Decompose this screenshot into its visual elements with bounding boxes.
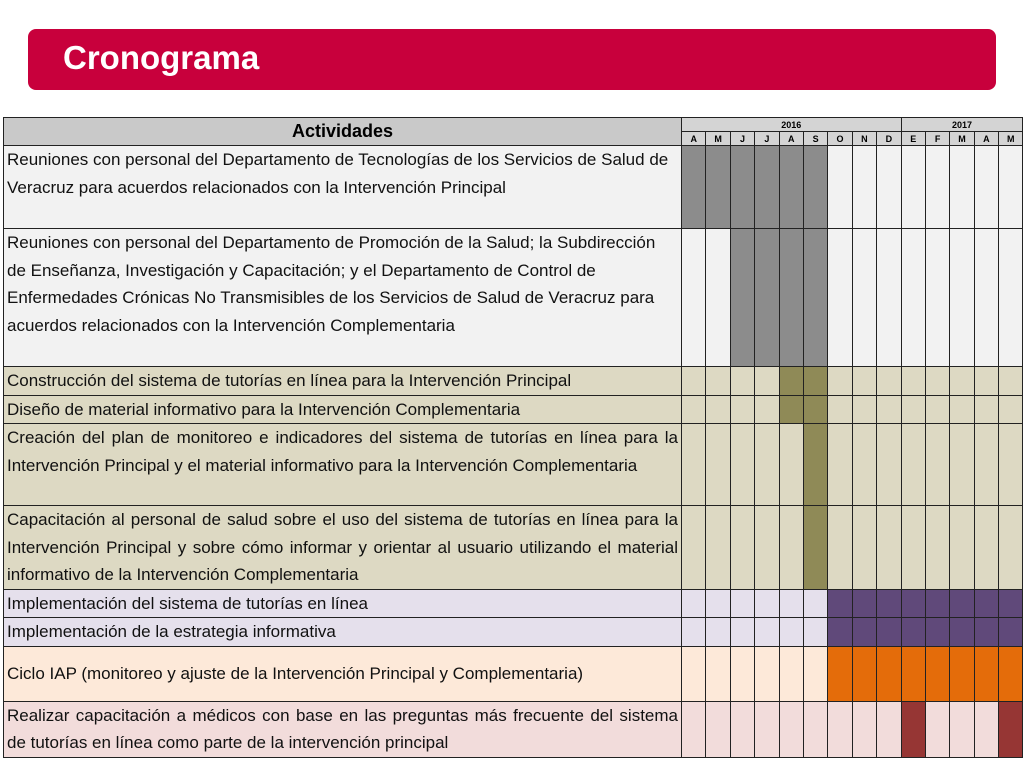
year-header: 2016 <box>682 118 902 132</box>
gantt-cell-active <box>950 646 974 701</box>
gantt-cell <box>852 701 876 757</box>
gantt-cell <box>901 146 925 229</box>
month-header: J <box>755 132 779 146</box>
month-header: S <box>803 132 827 146</box>
gantt-cell <box>828 701 852 757</box>
gantt-cell <box>682 618 706 647</box>
gantt-cell <box>730 646 754 701</box>
gantt-cell-active <box>779 229 803 367</box>
gantt-cell <box>852 146 876 229</box>
gantt-cell <box>901 395 925 424</box>
gantt-cell <box>852 506 876 590</box>
gantt-cell <box>730 618 754 647</box>
gantt-cell <box>999 146 1023 229</box>
gantt-cell <box>706 424 730 506</box>
gantt-cell <box>803 701 827 757</box>
gantt-cell <box>730 367 754 396</box>
activity-label: Construcción del sistema de tutorías en línea para la Intervención Principal <box>4 367 682 396</box>
gantt-cell <box>974 229 998 367</box>
gantt-cell <box>901 367 925 396</box>
gantt-cell <box>974 367 998 396</box>
activity-row <box>4 646 1023 701</box>
gantt-cell <box>925 701 949 757</box>
month-header: M <box>706 132 730 146</box>
gantt-cell <box>755 701 779 757</box>
gantt-cell <box>901 506 925 590</box>
gantt-cell <box>779 646 803 701</box>
page-title: Cronograma <box>63 39 260 76</box>
activity-row <box>4 146 1023 229</box>
gantt-cell-active <box>925 646 949 701</box>
title-banner <box>28 29 996 90</box>
gantt-cell-active <box>901 589 925 618</box>
activity-label: Reuniones con personal del Departamento de Promoción de la Salud; la Subdirección de Enseñanza, Investigación y Capacitación; y el Departamento de Control de Enfermedades Crónicas No Transmisibles de los Servicios de Salud de Veracruz para acuerdos relacionados con la Intervención Complementaria <box>4 229 682 367</box>
gantt-cell <box>925 229 949 367</box>
activity-label: Implementación de la estrategia informativa <box>4 618 682 647</box>
gantt-cell <box>682 424 706 506</box>
month-header: J <box>730 132 754 146</box>
activity-row <box>4 424 1023 506</box>
gantt-cell <box>925 395 949 424</box>
gantt-cell-active <box>852 646 876 701</box>
gantt-cell <box>682 589 706 618</box>
gantt-cell <box>803 618 827 647</box>
activity-row <box>4 395 1023 424</box>
gantt-cell <box>828 506 852 590</box>
gantt-cell <box>779 701 803 757</box>
activity-row <box>4 506 1023 590</box>
gantt-cell <box>730 589 754 618</box>
gantt-cell <box>730 701 754 757</box>
gantt-cell-active <box>877 618 901 647</box>
gantt-cell <box>706 646 730 701</box>
gantt-cell-active <box>803 146 827 229</box>
gantt-cell <box>950 229 974 367</box>
gantt-cell-active <box>901 618 925 647</box>
gantt-cell-active <box>755 229 779 367</box>
gantt-cell <box>779 424 803 506</box>
gantt-cell-active <box>803 229 827 367</box>
gantt-cell <box>925 506 949 590</box>
activity-row <box>4 229 1023 367</box>
gantt-cell <box>925 424 949 506</box>
month-header: D <box>877 132 901 146</box>
gantt-cell-active <box>999 701 1023 757</box>
gantt-cell <box>852 424 876 506</box>
gantt-cell <box>755 367 779 396</box>
gantt-cell <box>877 367 901 396</box>
year-header: 2017 <box>901 118 1023 132</box>
gantt-cell-active <box>828 646 852 701</box>
gantt-cell-active <box>901 646 925 701</box>
gantt-cell <box>974 701 998 757</box>
gantt-cell <box>779 506 803 590</box>
gantt-cell-active <box>950 618 974 647</box>
gantt-cell <box>828 229 852 367</box>
month-header: F <box>925 132 949 146</box>
gantt-cell <box>828 146 852 229</box>
gantt-cell <box>706 229 730 367</box>
gantt-cell <box>950 395 974 424</box>
gantt-cell <box>779 589 803 618</box>
gantt-cell-active <box>779 367 803 396</box>
gantt-cell <box>828 395 852 424</box>
month-header: O <box>828 132 852 146</box>
month-header: A <box>682 132 706 146</box>
gantt-cell <box>974 424 998 506</box>
month-header: M <box>950 132 974 146</box>
gantt-cell <box>925 367 949 396</box>
gantt-cell <box>877 424 901 506</box>
gantt-cell <box>706 589 730 618</box>
gantt-cell <box>950 506 974 590</box>
gantt-cell <box>877 395 901 424</box>
gantt-cell <box>682 701 706 757</box>
gantt-cell <box>974 506 998 590</box>
gantt-cell <box>901 424 925 506</box>
gantt-cell <box>755 395 779 424</box>
activity-label: Implementación del sistema de tutorías en línea <box>4 589 682 618</box>
gantt-cell-active <box>779 395 803 424</box>
gantt-cell <box>950 367 974 396</box>
gantt-cell <box>950 146 974 229</box>
gantt-cell <box>682 229 706 367</box>
gantt-cell-active <box>828 589 852 618</box>
gantt-cell-active <box>974 618 998 647</box>
gantt-cell <box>682 367 706 396</box>
gantt-cell <box>682 646 706 701</box>
gantt-cell <box>755 506 779 590</box>
month-header: E <box>901 132 925 146</box>
gantt-cell <box>803 589 827 618</box>
gantt-cell <box>755 646 779 701</box>
gantt-cell <box>950 424 974 506</box>
gantt-cell <box>999 506 1023 590</box>
gantt-cell-active <box>682 146 706 229</box>
gantt-cell <box>706 367 730 396</box>
gantt-cell-active <box>999 646 1023 701</box>
gantt-cell <box>999 367 1023 396</box>
month-header: A <box>974 132 998 146</box>
gantt-cell-active <box>828 618 852 647</box>
gantt-cell-active <box>974 589 998 618</box>
month-header: M <box>999 132 1023 146</box>
activity-label: Ciclo IAP (monitoreo y ajuste de la Intervención Principal y Complementaria) <box>4 646 682 701</box>
gantt-cell-active <box>852 589 876 618</box>
activity-row <box>4 701 1023 757</box>
gantt-cell-active <box>730 229 754 367</box>
gantt-cell <box>999 229 1023 367</box>
gantt-cell-active <box>999 589 1023 618</box>
gantt-cell-active <box>730 146 754 229</box>
gantt-cell <box>730 395 754 424</box>
gantt-cell <box>852 229 876 367</box>
gantt-cell <box>974 146 998 229</box>
gantt-cell <box>877 229 901 367</box>
gantt-cell-active <box>999 618 1023 647</box>
gantt-cell <box>877 146 901 229</box>
activity-row <box>4 589 1023 618</box>
gantt-cell-active <box>803 367 827 396</box>
gantt-cell <box>706 618 730 647</box>
gantt-cell <box>999 424 1023 506</box>
gantt-cell <box>706 506 730 590</box>
gantt-cell-active <box>925 618 949 647</box>
gantt-cell <box>828 424 852 506</box>
gantt-cell-active <box>974 646 998 701</box>
activity-label: Realizar capacitación a médicos con base en las preguntas más frecuente del sistema de tutorías en línea como parte de la intervención principal <box>4 701 682 757</box>
gantt-table <box>3 117 1023 758</box>
gantt-cell <box>682 506 706 590</box>
gantt-cell <box>779 618 803 647</box>
gantt-cell-active <box>803 424 827 506</box>
month-header: A <box>779 132 803 146</box>
gantt-cell-active <box>852 618 876 647</box>
activity-row <box>4 367 1023 396</box>
gantt-cell <box>925 146 949 229</box>
gantt-cell <box>974 395 998 424</box>
gantt-cell <box>706 395 730 424</box>
gantt-cell <box>755 424 779 506</box>
gantt-cell-active <box>925 589 949 618</box>
gantt-cell-active <box>706 146 730 229</box>
activity-row <box>4 618 1023 647</box>
month-header: N <box>852 132 876 146</box>
gantt-cell <box>877 701 901 757</box>
gantt-cell-active <box>803 395 827 424</box>
gantt-cell-active <box>950 589 974 618</box>
activity-label: Diseño de material informativo para la Intervención Complementaria <box>4 395 682 424</box>
gantt-cell <box>803 646 827 701</box>
gantt-cell-active <box>877 589 901 618</box>
gantt-cell <box>730 424 754 506</box>
gantt-cell <box>950 701 974 757</box>
gantt-cell <box>852 395 876 424</box>
activity-label: Reuniones con personal del Departamento de Tecnologías de los Servicios de Salud de Veracruz para acuerdos relacionados con la Intervención Principal <box>4 146 682 229</box>
gantt-cell <box>706 701 730 757</box>
gantt-cell <box>877 506 901 590</box>
activities-header: Actividades <box>4 118 682 146</box>
activity-label: Capacitación al personal de salud sobre el uso del sistema de tutorías en línea para la Intervención Principal y sobre cómo informar y orientar al usuario utilizando el material informativo de la Intervención Complementaria <box>4 506 682 590</box>
gantt-cell-active <box>877 646 901 701</box>
gantt-cell <box>828 367 852 396</box>
gantt-cell <box>852 367 876 396</box>
gantt-cell <box>999 395 1023 424</box>
gantt-cell-active <box>755 146 779 229</box>
gantt-cell-active <box>803 506 827 590</box>
activity-label: Creación del plan de monitoreo e indicadores del sistema de tutorías en línea para la Intervención Principal y el material informativo para la Intervención Complementaria <box>4 424 682 506</box>
gantt-cell-active <box>901 701 925 757</box>
gantt-cell <box>730 506 754 590</box>
gantt-cell-active <box>779 146 803 229</box>
gantt-cell <box>755 589 779 618</box>
gantt-cell <box>901 229 925 367</box>
gantt-cell <box>682 395 706 424</box>
gantt-cell <box>755 618 779 647</box>
